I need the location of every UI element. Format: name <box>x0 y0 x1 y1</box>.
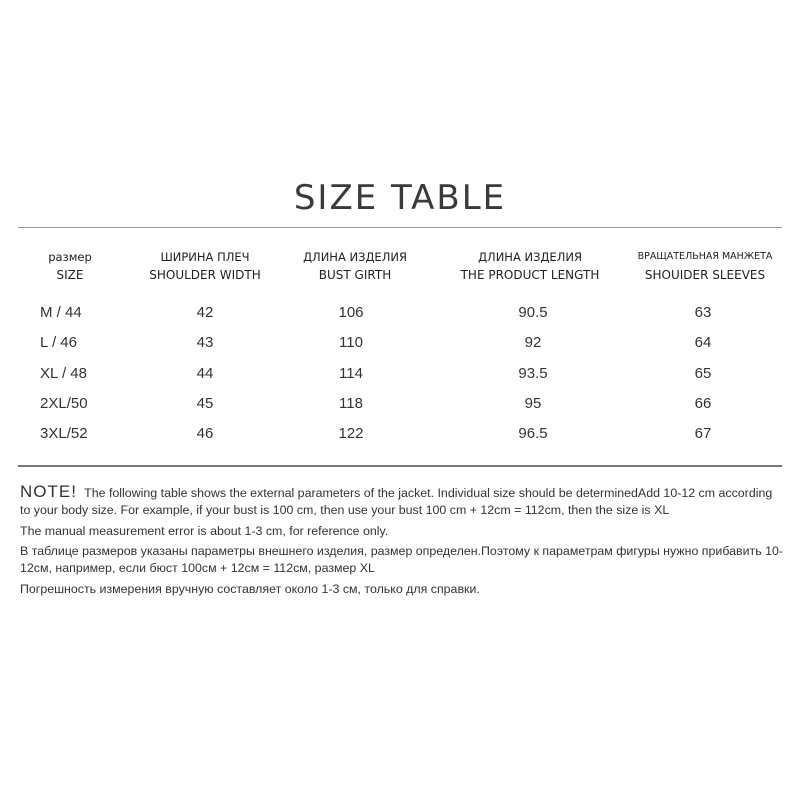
table-row <box>0 423 800 453</box>
cell-length: 92 <box>524 334 542 352</box>
bottom-divider <box>18 465 782 467</box>
cell-bust: 114 <box>339 364 363 382</box>
cell-size: XL / 48 <box>40 364 87 382</box>
header-size-ru: размер <box>48 250 92 264</box>
cell-shoulder: 46 <box>196 425 214 443</box>
cell-bust: 106 <box>338 304 364 321</box>
cell-length: 96.5 <box>518 425 548 443</box>
cell-shoulder: 42 <box>196 304 214 321</box>
page-title: SIZE TABLE <box>293 178 507 218</box>
header-length <box>440 248 620 284</box>
header-sleeve <box>620 248 790 284</box>
notes-section <box>20 483 785 601</box>
table-row <box>0 363 800 393</box>
cell-length: 93.5 <box>518 364 548 382</box>
cell-size: 3XL/52 <box>40 425 88 443</box>
cell-size: M / 44 <box>40 304 82 321</box>
header-bust-en: BUST GIRTH <box>318 268 392 282</box>
header-shoulder-en: SHOULDER WIDTH <box>149 268 261 282</box>
table-row <box>0 302 800 332</box>
cell-sleeve: 66 <box>694 394 712 412</box>
cell-length: 95 <box>524 394 542 412</box>
header-size <box>30 248 110 284</box>
cell-sleeve: 67 <box>694 425 712 443</box>
cell-shoulder: 43 <box>196 334 214 352</box>
cell-shoulder: 45 <box>196 394 214 412</box>
table-row <box>0 332 800 362</box>
cell-shoulder: 44 <box>196 364 214 382</box>
note-label: NOTE! <box>20 482 77 501</box>
size-table-body <box>0 302 800 453</box>
cell-bust: 122 <box>338 425 364 443</box>
header-shoulder-ru: ШИРИНА ПЛЕЧ <box>160 250 250 264</box>
header-bust-ru: ДЛИНА ИЗДЕЛИЯ <box>303 250 407 264</box>
header-length-en: THE PRODUCT LENGTH <box>460 268 600 282</box>
cell-length: 90.5 <box>518 304 548 321</box>
top-divider <box>18 227 782 228</box>
note-paragraph-2: The manual measurement error is about 1-3 cm, for reference only. <box>20 523 389 538</box>
header-shoulder <box>130 248 280 284</box>
note-paragraph-1 <box>20 483 785 519</box>
cell-sleeve: 63 <box>694 304 712 321</box>
cell-sleeve: 64 <box>694 334 712 352</box>
cell-size: 2XL/50 <box>40 394 88 412</box>
header-length-ru: ДЛИНА ИЗДЕЛИЯ <box>478 250 582 264</box>
header-sleeve-ru: ВРАЩАТЕЛЬНАЯ МАНЖЕТА <box>637 251 773 262</box>
cell-sleeve: 65 <box>694 364 712 382</box>
header-sleeve-en: SHOUIDER SLEEVES <box>644 268 766 282</box>
header-size-en: SIZE <box>56 268 84 282</box>
cell-bust: 110 <box>339 334 363 352</box>
cell-bust: 118 <box>339 394 363 412</box>
note-paragraph-4: Погрешность измерения вручную составляет около 1-3 см, только для справки. <box>20 581 480 596</box>
header-bust <box>280 248 430 284</box>
note-paragraph-3: В таблице размеров указаны параметры внешнего изделия, размер определен.Поэтому к параметрам фигуры нужно прибавить 10-12см, например, если бюст 100см + 12см = 112см, размер XL <box>20 544 784 575</box>
table-row <box>0 393 800 423</box>
cell-size: L / 46 <box>40 334 77 352</box>
note-text-1: The following table shows the external parameters of the jacket. Individual size should be determinedAdd 10-12 cm according to your body size. For example, if your bust is 100 cm, then use your bust 100 cm + 12cm = 112cm, then the size is XL <box>20 486 773 517</box>
